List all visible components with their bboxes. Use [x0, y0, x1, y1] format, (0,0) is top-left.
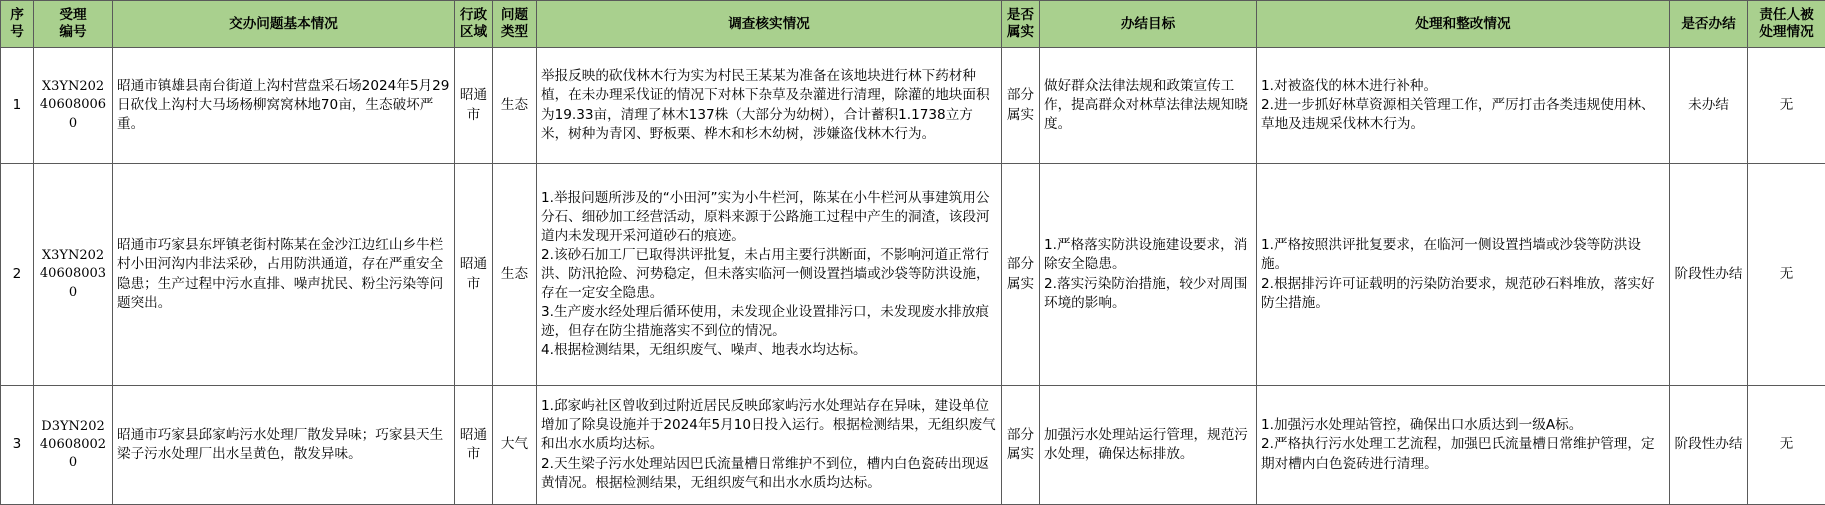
- cell-seq: 2: [1, 164, 34, 386]
- header-fact: 是否 属实: [1002, 1, 1040, 48]
- cell-done: 未办结: [1670, 48, 1748, 164]
- header-resp: 责任人被 处理情况: [1748, 1, 1825, 48]
- header-type: 问题 类型: [493, 1, 537, 48]
- table-row: [1, 386, 1825, 505]
- cell-fact: 部分 属实: [1002, 386, 1040, 505]
- cell-handle: 1.加强污水处理站管控，确保出口水质达到一级A标。 2.严格执行污水处理工艺流程，加强巴氏流量槽日常维护管理，定期对槽内白色瓷砖进行清理。: [1257, 386, 1670, 505]
- cell-basic: 昭通市巧家县邱家屿污水处理厂散发异味；巧家县天生梁子污水处理厂出水呈黄色，散发异味。: [113, 386, 455, 505]
- cell-code: X3YN202 406080030: [34, 164, 113, 386]
- cell-seq: 1: [1, 48, 34, 164]
- cell-resp: 无: [1748, 386, 1825, 505]
- header-done: 是否办结: [1670, 1, 1748, 48]
- cell-region: 昭通 市: [455, 164, 493, 386]
- table-row: [1, 164, 1825, 386]
- cell-code: X3YN202 406080060: [34, 48, 113, 164]
- cell-fact: 部分 属实: [1002, 164, 1040, 386]
- cell-survey: 1.邱家屿社区曾收到过附近居民反映邱家屿污水处理站存在异味，建设单位增加了除臭设施并于2024年5月10日投入运行。根据检测结果，无组织废气和出水水质均达标。 2.天生梁子污水处理站因巴氏流量槽日常维护不到位，槽内白色瓷砖出现返黄情况。根据检测结果，无组织废气和出水水质均达标。: [537, 386, 1002, 505]
- cell-basic: 昭通市巧家县东坪镇老街村陈某在金沙江边红山乡牛栏村小田河沟内非法采砂，占用防洪通道，存在严重安全隐患；生产过程中污水直排、噪声扰民、粉尘污染等问题突出。: [113, 164, 455, 386]
- header-region: 行政 区域: [455, 1, 493, 48]
- header-seq: 序 号: [1, 1, 34, 48]
- cell-code: D3YN202 406080020: [34, 386, 113, 505]
- cell-survey: 1.举报问题所涉及的“小田河”实为小牛栏河，陈某在小牛栏河从事建筑用公分石、细砂加工经营活动，原料来源于公路施工过程中产生的洞渣，该段河道内未发现开采河道砂石的痕迹。 2.该砂石加工厂已取得洪评批复，未占用主要行洪断面，不影响河道正常行洪、防汛抢险、河势稳定，但未落实临河一侧设置挡墙或沙袋等防洪设施，存在一定安全隐患。 3.生产废水经处理后循环使用，未发现企业设置排污口，未发现废水排放痕迹，但存在防尘措施落实不到位的情况。 4.根据检测结果，无组织废气、噪声、地表水均达标。: [537, 164, 1002, 386]
- cell-type: 生态: [493, 48, 537, 164]
- header-survey: 调查核实情况: [537, 1, 1002, 48]
- header-row: [1, 1, 1825, 48]
- cell-seq: 3: [1, 386, 34, 505]
- cell-resp: 无: [1748, 48, 1825, 164]
- cell-region: 昭通 市: [455, 386, 493, 505]
- cell-type: 生态: [493, 164, 537, 386]
- cell-fact: 部分 属实: [1002, 48, 1040, 164]
- cell-goal: 加强污水处理站运行管理，规范污水处理，确保达标排放。: [1040, 386, 1257, 505]
- cell-handle: 1.严格按照洪评批复要求，在临河一侧设置挡墙或沙袋等防洪设施。 2.根据排污许可证载明的污染防治要求，规范砂石料堆放，落实好防尘措施。: [1257, 164, 1670, 386]
- header-code: 受理 编号: [34, 1, 113, 48]
- cell-handle: 1.对被盗伐的林木进行补种。 2.进一步抓好林草资源相关管理工作，严厉打击各类违规使用林、草地及违规采伐林木行为。: [1257, 48, 1670, 164]
- table-row: [1, 48, 1825, 164]
- cell-goal: 1.严格落实防洪设施建设要求，消除安全隐患。 2.落实污染防治措施，较少对周围环境的影响。: [1040, 164, 1257, 386]
- cell-goal: 做好群众法律法规和政策宣传工作，提高群众对林草法律法规知晓度。: [1040, 48, 1257, 164]
- header-goal: 办结目标: [1040, 1, 1257, 48]
- cell-basic: 昭通市镇雄县南台街道上沟村营盘采石场2024年5月29日砍伐上沟村大马场杨柳窝窝林地70亩，生态破坏严重。: [113, 48, 455, 164]
- cell-survey: 举报反映的砍伐林木行为实为村民王某某为准备在该地块进行林下药材种植，在未办理采伐证的情况下对林下杂草及杂灌进行清理，除灌的地块面积为19.33亩，清理了林木137株（大部分为幼树），合计蓄积1.1738立方米，树种为青冈、野板栗、桦木和杉木幼树，涉嫌盗伐林木行为。: [537, 48, 1002, 164]
- cell-type: 大气: [493, 386, 537, 505]
- cell-done: 阶段性办结: [1670, 386, 1748, 505]
- cell-resp: 无: [1748, 164, 1825, 386]
- cell-region: 昭通 市: [455, 48, 493, 164]
- header-handle: 处理和整改情况: [1257, 1, 1670, 48]
- header-basic: 交办问题基本情况: [113, 1, 455, 48]
- cell-done: 阶段性办结: [1670, 164, 1748, 386]
